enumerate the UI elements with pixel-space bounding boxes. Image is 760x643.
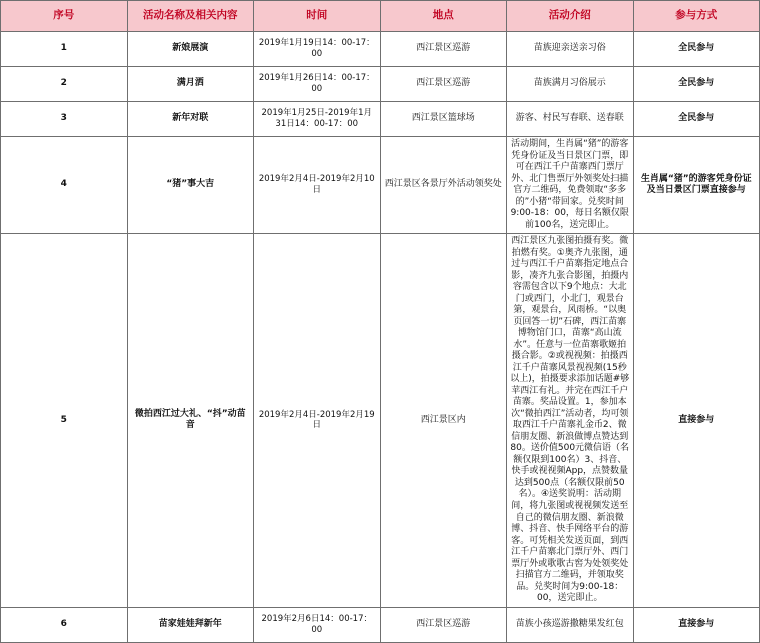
cell-join: 全民参与	[633, 102, 760, 137]
cell-seq: 3	[1, 102, 128, 137]
cell-name: “猪”事大吉	[127, 137, 254, 234]
cell-name: 新年对联	[127, 102, 254, 137]
column-header-seq: 序号	[1, 1, 128, 32]
cell-join: 生肖属“猪”的游客凭身份证及当日景区门票直接参与	[633, 137, 760, 234]
table-row	[1, 607, 760, 642]
cell-join: 全民参与	[633, 67, 760, 102]
cell-intro: 苗族迎亲送亲习俗	[507, 32, 634, 67]
table-row	[1, 137, 760, 234]
cell-time: 2019年1月19日14：00-17：00	[254, 32, 381, 67]
cell-intro: 苗族满月习俗展示	[507, 67, 634, 102]
cell-place: 西江景区巡游	[380, 67, 507, 102]
cell-time: 2019年2月4日-2019年2月19日	[254, 234, 381, 608]
cell-name: 满月洒	[127, 67, 254, 102]
table-row	[1, 234, 760, 608]
table-header-row	[1, 1, 760, 32]
cell-place: 西江景区篮球场	[380, 102, 507, 137]
cell-join: 直接参与	[633, 607, 760, 642]
cell-join: 直接参与	[633, 234, 760, 608]
column-header-join: 参与方式	[633, 1, 760, 32]
cell-seq: 2	[1, 67, 128, 102]
cell-place: 西江景区内	[380, 234, 507, 608]
cell-seq: 4	[1, 137, 128, 234]
cell-join: 全民参与	[633, 32, 760, 67]
cell-intro: 苗族小孩巡游撒糖果发红包	[507, 607, 634, 642]
cell-seq: 1	[1, 32, 128, 67]
cell-seq: 6	[1, 607, 128, 642]
table-body	[1, 32, 760, 643]
cell-name: 微拍西江过大礼、“抖”动苗音	[127, 234, 254, 608]
column-header-time: 时间	[254, 1, 381, 32]
table-row	[1, 32, 760, 67]
cell-place: 西江景区巡游	[380, 607, 507, 642]
cell-name: 新娘展演	[127, 32, 254, 67]
table-row	[1, 67, 760, 102]
cell-seq: 5	[1, 234, 128, 608]
cell-time: 2019年2月4日-2019年2月10日	[254, 137, 381, 234]
column-header-place: 地点	[380, 1, 507, 32]
table-header	[1, 1, 760, 32]
cell-time: 2019年2月6日14：00-17：00	[254, 607, 381, 642]
cell-place: 西江景区各景厅外活动领奖处	[380, 137, 507, 234]
cell-name: 苗家娃娃拜新年	[127, 607, 254, 642]
cell-time: 2019年1月25日-2019年1月31日14：00-17：00	[254, 102, 381, 137]
column-header-intro: 活动介绍	[507, 1, 634, 32]
cell-intro: 活动期间，生肖属“猪”的游客凭身份证及当日景区门票，即可在西江千户苗寨西门票厅外、北门售票厅外领奖处扫描官方二维码，免费领取“多多的”小猪“带回家。兑奖时间9:00-18：00，每日名额仅限前100名，送完即止。	[507, 137, 634, 234]
column-header-name: 活动名称及相关内容	[127, 1, 254, 32]
table-row	[1, 102, 760, 137]
cell-place: 西江景区巡游	[380, 32, 507, 67]
cell-intro: 西江景区九张图拍摄有奖。微拍燃有奖。①奥齐九张图，通过与西江千户苗寨指定地点合影，凑齐九张合影图，拍摄内容需包含以下9个地点：大北门或西门，小北门，观景台第，观景台，风雨桥。“以奥页回答一切”石碑，西江苗寨博物馆门口，苗寨“高山流水”。任意与一位苗寨歌姬拍摄合影。②或视视频：拍摄西江千户苗寨风景视视频(15秒以上)，拍摄要求添加话题#够苹西江有礼。并完在西江千户苗寨。奖品设置。1，参加本次“微拍西江”活动者，均可领取西江千户苗寨礼金币2、微信朋友圈、新浪做博点赞达到80。送价值500元微信语（名额仅限到100名）3、抖音、快手或视视频App，点赞数量达到500点（名额仅限前50名）。④送奖说明：活动期间，将九张图或视视频发送至自己的微信朋友圈、新浪微博、抖音、快手网络平台的游客。可凭相关发送页面，到西江千户苗寨北门票厅外、西门票厅外或歌歌古窖为处领奖处扫描官方二维码，并领取奖品。兑奖时间为9:00-18：00，送完即止。	[507, 234, 634, 608]
cell-intro: 游客、村民写春联、送春联	[507, 102, 634, 137]
cell-time: 2019年1月26日14：00-17：00	[254, 67, 381, 102]
